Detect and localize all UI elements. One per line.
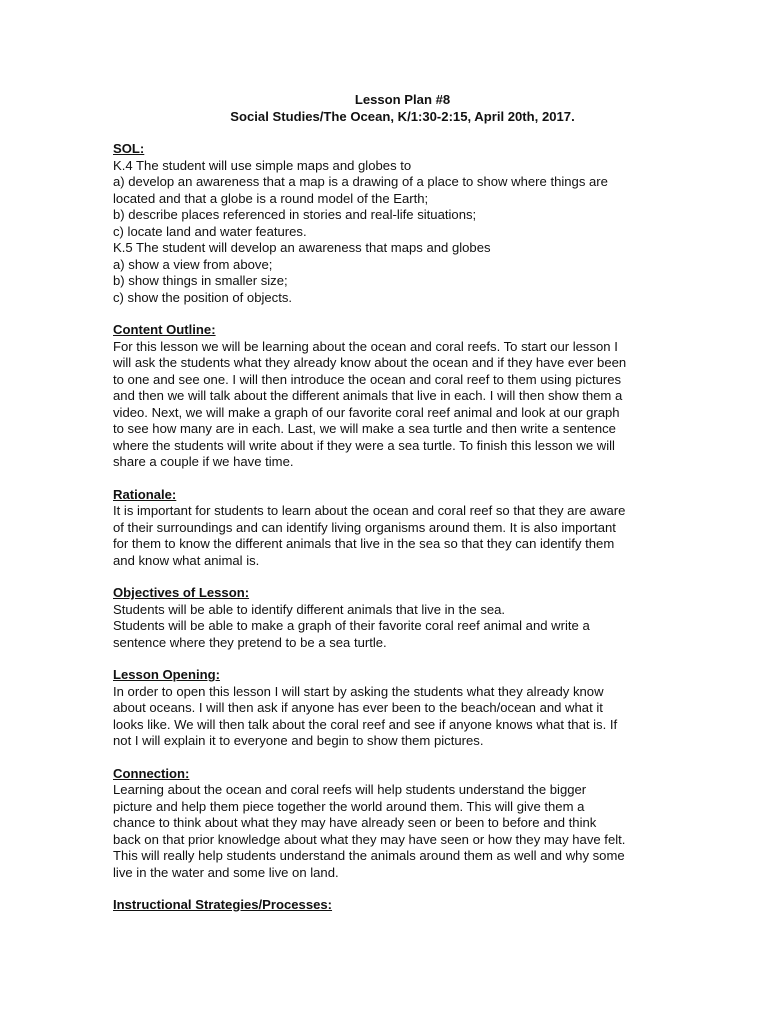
text-line: back on that prior knowledge about what they may have seen or how they may have felt. bbox=[113, 831, 626, 847]
text-line: video. Next, we will make a graph of our favorite coral reef animal and look at our graph bbox=[113, 404, 620, 420]
text-line: and know what animal is. bbox=[113, 552, 260, 568]
text-line: K.4 The student will use simple maps and globes to bbox=[113, 157, 412, 173]
section-heading: Objectives of Lesson: bbox=[113, 585, 250, 600]
text-line: This will really help students understand the animals around them as well and why some bbox=[113, 848, 625, 863]
text-line: sentence where they pretend to be a sea turtle. bbox=[113, 634, 387, 650]
text-line: Students will be able to make a graph of their favorite coral reef animal and write a bbox=[113, 618, 590, 633]
section-content-outline bbox=[113, 322, 708, 471]
section-heading: Lesson Opening: bbox=[113, 667, 220, 682]
text-line: and then we will talk about the different animals that live in each. I will then show them a bbox=[113, 388, 623, 403]
text-line: picture and help them piece together the world around them. This will give them a bbox=[113, 798, 585, 814]
text-line: for them to know the different animals that live in the sea so that they can identify them bbox=[113, 536, 615, 551]
text-line: share a couple if we have time. bbox=[113, 454, 294, 469]
section-heading: Instructional Strategies/Processes: bbox=[113, 897, 333, 912]
section-lesson-opening bbox=[113, 667, 708, 750]
text-line: will ask the students what they already know about the ocean and if they have ever been bbox=[113, 355, 627, 370]
section-instructional-strategies bbox=[113, 897, 708, 914]
text-line: located and that a globe is a round model of the Earth; bbox=[113, 190, 429, 206]
text-line: b) describe places referenced in stories and real-life situations; bbox=[113, 207, 477, 222]
text-line: where the students will write about if they were a sea turtle. To finish this lesson we will bbox=[113, 437, 615, 453]
section-rationale bbox=[113, 487, 708, 570]
text-line: a) develop an awareness that a map is a drawing of a place to show where things are bbox=[113, 174, 608, 189]
text-line: For this lesson we will be learning about the ocean and coral reefs. To start our lesson I bbox=[113, 338, 618, 354]
section-connection bbox=[113, 766, 708, 882]
text-line: about oceans. I will then ask if anyone has ever been to the beach/ocean and what it bbox=[113, 700, 603, 715]
text-line: a) show a view from above; bbox=[113, 256, 273, 272]
text-line: In order to open this lesson I will start by asking the students what they already know bbox=[113, 683, 604, 699]
section-sol bbox=[113, 141, 708, 306]
section-heading: SOL: bbox=[113, 141, 145, 156]
text-line: c) locate land and water features. bbox=[113, 223, 307, 239]
text-line: Learning about the ocean and coral reefs will help students understand the bigger bbox=[113, 782, 587, 797]
text-line: looks like. We will then talk about the coral reef and see if anyone knows what that is. If bbox=[113, 716, 618, 732]
section-heading: Rationale: bbox=[113, 486, 177, 502]
text-line: Students will be able to identify different animals that live in the sea. bbox=[113, 601, 506, 617]
text-line: to one and see one. I will then introduce the ocean and coral reef to them using pictures bbox=[113, 371, 622, 387]
text-line: of their surroundings and can identify living organisms around them. It is also important bbox=[113, 519, 616, 535]
document-subtitle: Social Studies/The Ocean, K/1:30-2:15, April 20th, 2017. bbox=[230, 108, 575, 124]
text-line: chance to think about what they may have already seen or been to before and think bbox=[113, 815, 597, 830]
text-line: It is important for students to learn about the ocean and coral reef so that they are aware bbox=[113, 503, 626, 518]
text-line: live in the water and some live on land. bbox=[113, 864, 339, 880]
section-heading: Content Outline: bbox=[113, 322, 216, 337]
text-line: c) show the position of objects. bbox=[113, 289, 293, 305]
text-line: to see how many are in each. Last, we will make a sea turtle and then write a sentence bbox=[113, 421, 616, 436]
section-objectives bbox=[113, 585, 708, 651]
document-title: Lesson Plan #8 bbox=[354, 92, 451, 107]
text-line: K.5 The student will develop an awareness that maps and globes bbox=[113, 240, 491, 255]
text-line: not I will explain it to everyone and begin to show them pictures. bbox=[113, 733, 484, 748]
text-line: b) show things in smaller size; bbox=[113, 273, 288, 288]
section-heading: Connection: bbox=[113, 765, 190, 781]
